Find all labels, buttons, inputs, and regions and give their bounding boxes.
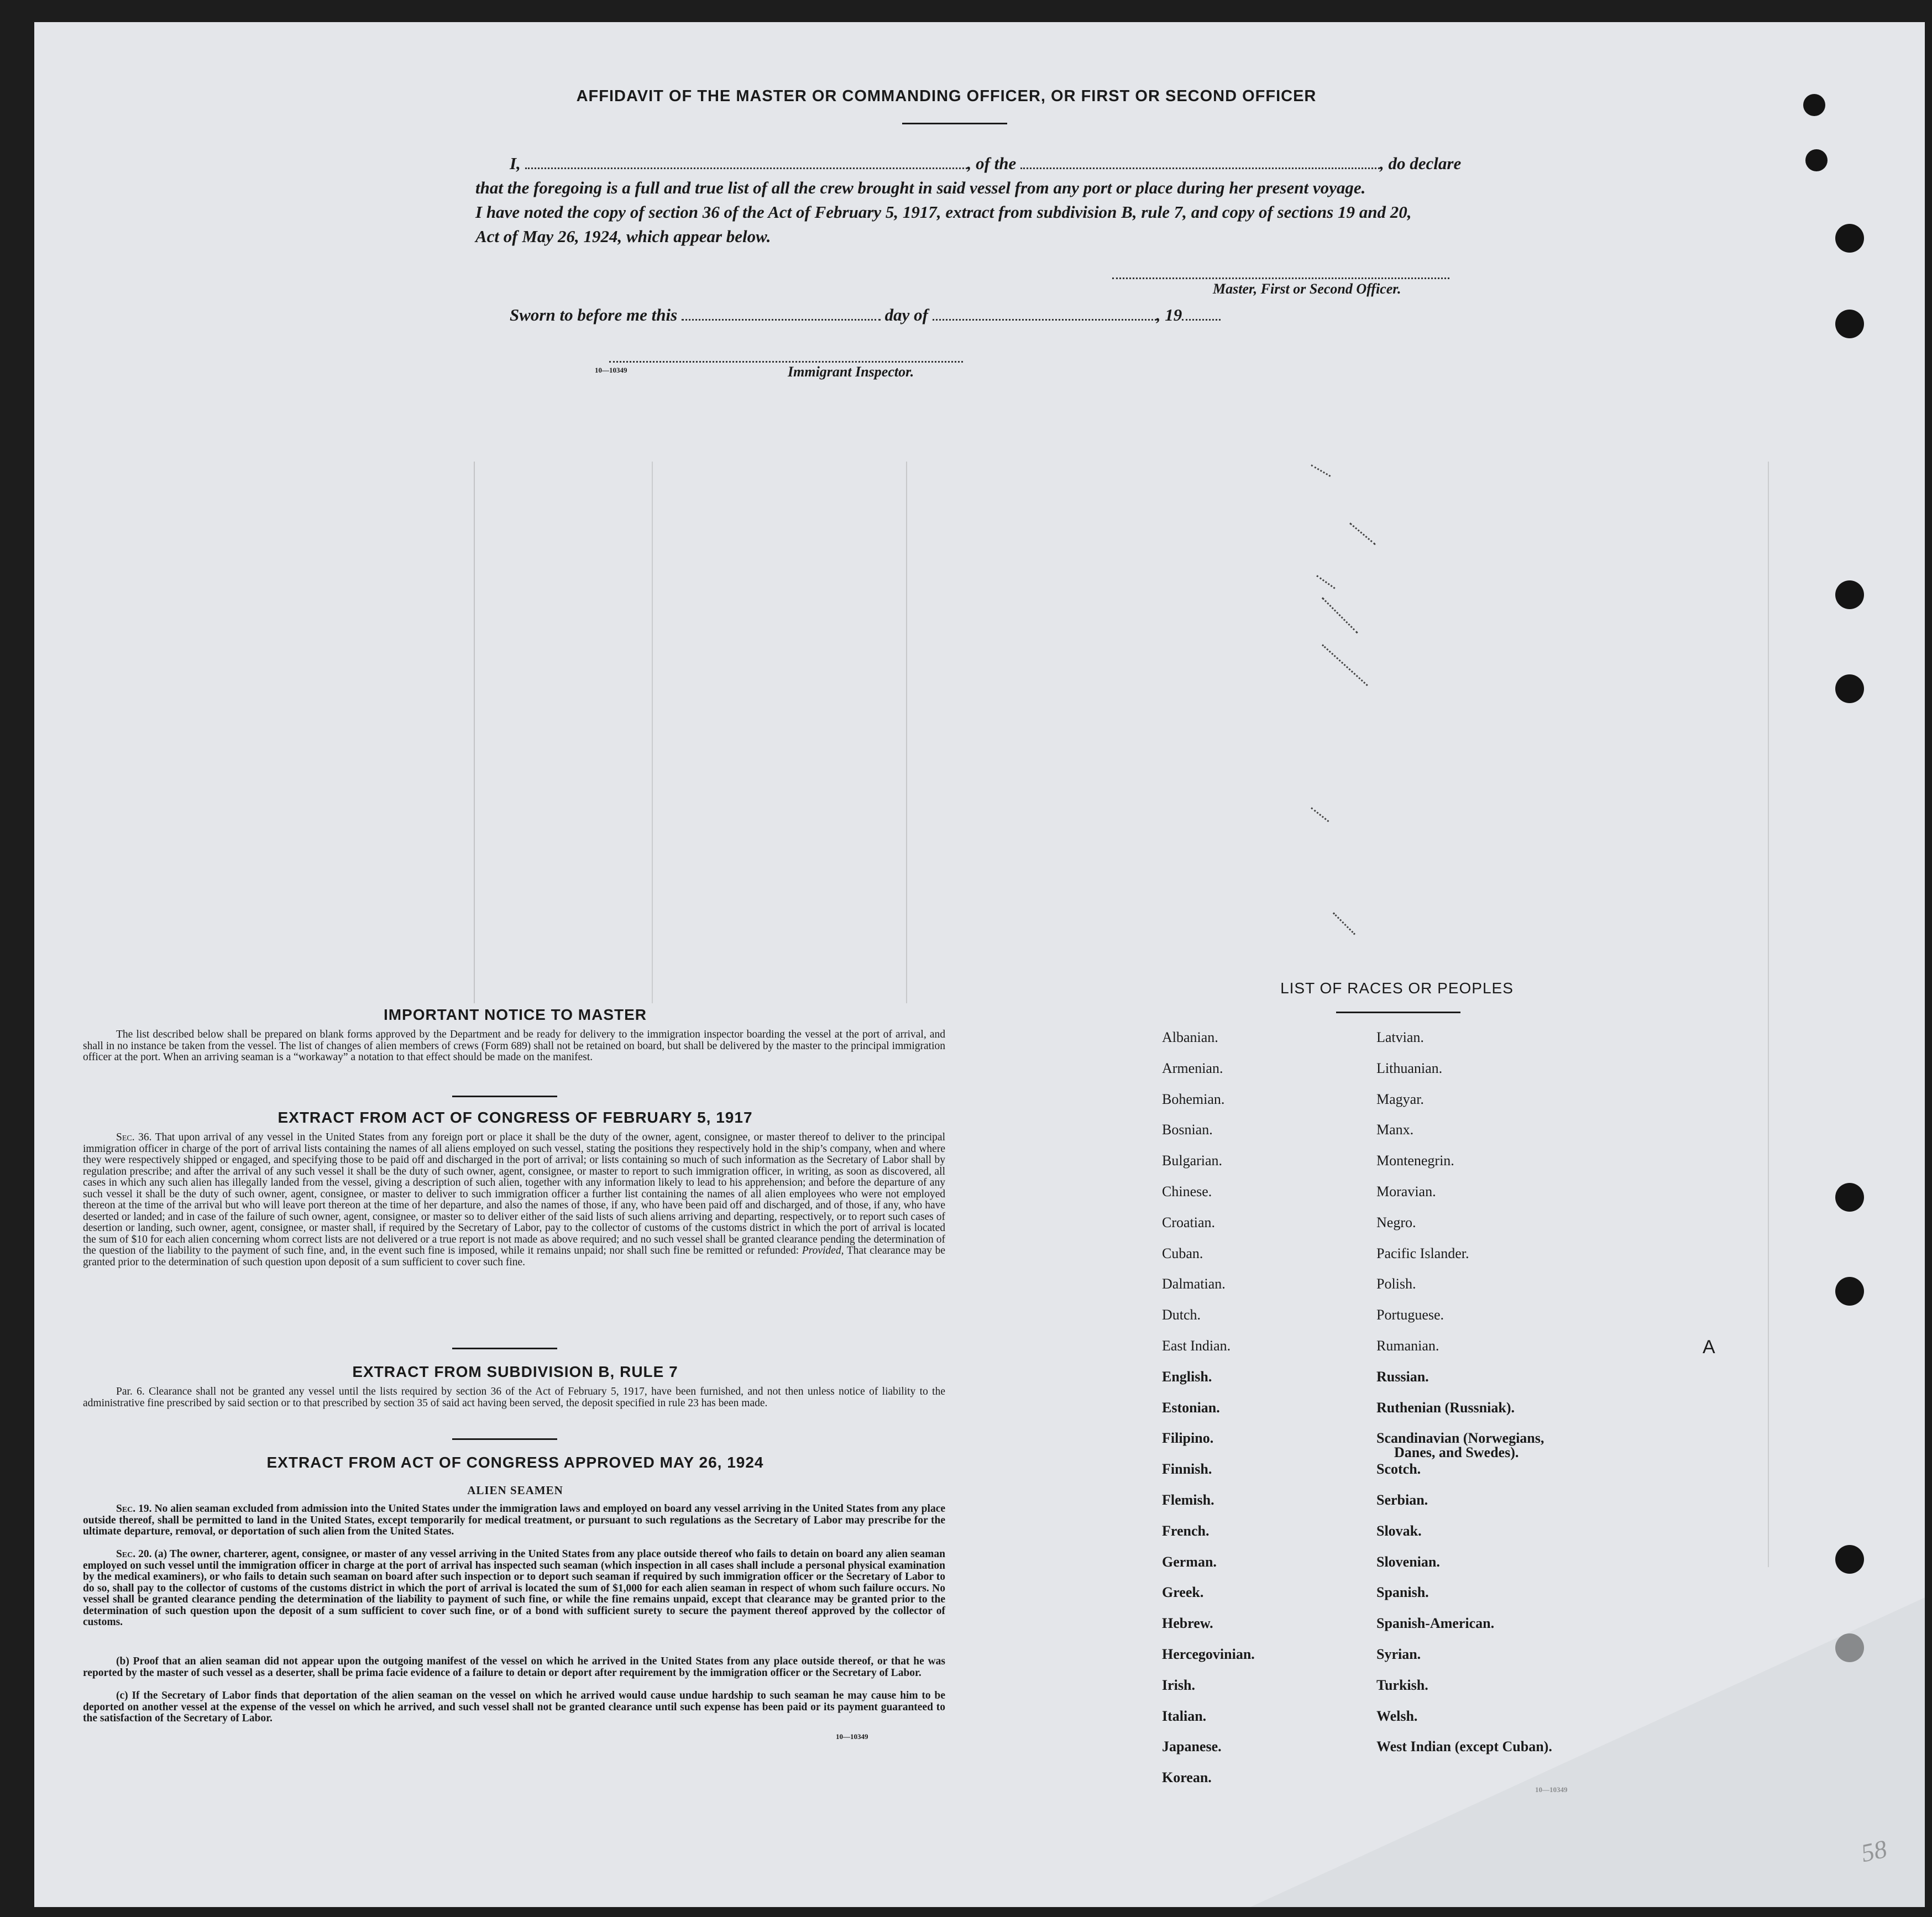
sworn-day-of: day of — [884, 305, 928, 324]
sworn-prefix: Sworn to before me this — [510, 305, 678, 324]
affidavit-title: AFFIDAVIT OF THE MASTER OR COMMANDING OFFICER, OR FIRST OR SECOND OFFICER — [576, 87, 1317, 105]
sworn-month-blank[interactable] — [933, 319, 1156, 321]
race-item: Filipino. — [1162, 1430, 1214, 1447]
race-item: Korean. — [1162, 1769, 1212, 1786]
race-item: German. — [1162, 1553, 1217, 1570]
section-rule — [452, 1438, 557, 1440]
race-item: Armenian. — [1162, 1060, 1223, 1076]
punch-hole — [1835, 580, 1864, 609]
sec-20a-text — [83, 1549, 945, 1628]
pencil-mark — [1333, 912, 1355, 935]
race-item: Dutch. — [1162, 1307, 1201, 1323]
form-number-top: 10—10349 — [595, 366, 627, 374]
column-line — [652, 462, 653, 1003]
column-line — [474, 462, 475, 1003]
race-item: Welsh. — [1376, 1708, 1418, 1724]
race-item: Turkish. — [1376, 1677, 1428, 1693]
race-item: Japanese. — [1162, 1738, 1222, 1755]
race-item: Moravian. — [1376, 1183, 1436, 1200]
signature-blank[interactable] — [1112, 277, 1449, 279]
inspector-label: Immigrant Inspector. — [788, 364, 914, 380]
fold-crease — [1250, 1598, 1925, 1907]
race-item: Flemish. — [1162, 1492, 1214, 1508]
affidavit-line-3: I have noted the copy of section 36 of the Act of February 5, 1917, extract from subdivision B, rule 7, and copy of sections 19 and 20, — [475, 202, 1412, 222]
sworn-year: , 19 — [1156, 305, 1182, 324]
race-item: Bulgarian. — [1162, 1153, 1223, 1169]
race-item: Scotch. — [1376, 1461, 1421, 1478]
extract-1924-title: EXTRACT FROM ACT OF CONGRESS APPROVED MAY 26, 1924 — [266, 1454, 764, 1471]
sec-36-label: Sec. 36. — [116, 1132, 152, 1143]
race-item: Hercegovinian. — [1162, 1646, 1255, 1662]
race-item: Croatian. — [1162, 1214, 1216, 1230]
document-page — [34, 22, 1925, 1907]
sworn-year-blank[interactable] — [1182, 319, 1221, 321]
affidavit-line-2: that the foregoing is a full and true list of all the crew brought in said vessel from any port or place during her present voyage. — [475, 178, 1366, 197]
extract-1917-title: EXTRACT FROM ACT OF CONGRESS OF FEBRUARY 5, 1917 — [278, 1109, 753, 1126]
inspector-blank[interactable] — [609, 361, 963, 363]
punch-hole — [1835, 1183, 1864, 1212]
race-item: Dalmatian. — [1162, 1276, 1226, 1292]
race-item: French. — [1162, 1522, 1210, 1539]
affidavit-line-4: Act of May 26, 1924, which appear below. — [475, 227, 771, 246]
sec-20b-text: (b) Proof that an alien seaman did not appear upon the outgoing manifest of the vessel on which he arrived in the United States from any place outside thereof, or that he was reported by the master of such vessel as a deserter, shall be prima facie evidence of a failure to detain or deport after requirement by the immigration officer or the Secretary of Labor. — [83, 1656, 945, 1679]
sec-19-body: No alien seaman excluded from admission into the United States under the immigration laws and employed on board any vessel arriving in the United States from any place outside thereof, shall be permitted to land in the United States, except temporarily for medical treatment, or pursuant to such regulations as the Secretary of Labor may prescribe for the ultimate departure, removal, or deportation of such alien from the United States. — [83, 1503, 946, 1537]
alien-seamen-subtitle: ALIEN SEAMEN — [467, 1484, 563, 1497]
affidavit-of-the: , of the — [967, 154, 1017, 173]
affidavit-i: I, — [510, 154, 521, 173]
vessel-blank[interactable] — [1020, 167, 1380, 169]
race-item: Chinese. — [1162, 1183, 1212, 1200]
race-item: Scandinavian (Norwegians, — [1376, 1430, 1544, 1447]
punch-hole — [1835, 674, 1864, 703]
extract-1917-text — [83, 1132, 945, 1268]
race-item: Polish. — [1376, 1276, 1416, 1292]
race-item: Spanish-American. — [1376, 1615, 1495, 1632]
title-rule — [902, 123, 1007, 124]
race-item: Lithuanian. — [1376, 1060, 1443, 1076]
sec-19-text — [83, 1504, 945, 1538]
race-item: Manx. — [1376, 1122, 1414, 1138]
section-rule — [452, 1348, 557, 1349]
punch-hole — [1835, 1277, 1864, 1306]
race-item: Russian. — [1376, 1368, 1429, 1385]
races-rule — [1336, 1012, 1460, 1013]
punch-hole — [1805, 149, 1828, 171]
race-item: Estonian. — [1162, 1399, 1220, 1416]
race-item: Montenegrin. — [1376, 1153, 1454, 1169]
race-item: Albanian. — [1162, 1029, 1218, 1045]
sec-36-body: That upon arrival of any vessel in the United States from any foreign port or place it shall be the duty of the owner, agent, consignee, or master thereof to deliver to the principal immigration officer in charge of the port of arrival lists containing the names of all aliens employed on such vessel, stating the positions they respectively hold in the ship’s company, when and where they were respectively shipped or engaged, and specifying those to be paid off and discharged in the port of arrival; or lists containing so much of such information as the Secretary of Labor shall by regulation prescribe; and after the arrival of any such vessel it shall be the duty of such owner, agent, consignee, or master to report to such immigration officer, in writing, as soon as discovered, all cases in which any such alien has illegally landed from the vessel, giving a description of such alien, together with any information likely to lead to his apprehension; and before the departure of any such vessel it shall be the duty of such owner, agent, consignee, or master to deliver to such immigration officer a further list containing the names of all alien employees who were not employed thereon at the time of the arrival but who will leave port thereon at the time of her departure, and also the names of those, if any, who have been paid off and discharged, and of those, if any, who have deserted or landed; and in case of the failure of such owner, agent, consignee, or master so to deliver either of the said lists of such aliens arriving and departing, respectively, or to report such cases of desertion or landing, such owner, agent, consignee, or master shall, if required by the Secretary of Labor, pay to the collector of customs of the customs district in which the port of arrival is located the sum of $10 for each alien concerning whom correct lists are not delivered or a true report is not made as above required; and no such vessel shall be granted clearance pending the determination of the question of the liability to the payment of such fine, and, in the event such fine is imposed, while it remains unpaid; nor shall such fine be remitted or refunded: — [83, 1132, 945, 1256]
affidavit-line-1 — [510, 154, 1461, 174]
section-rule — [452, 1096, 557, 1097]
column-line — [1768, 462, 1769, 1567]
form-number-left: 10—10349 — [836, 1732, 868, 1741]
sworn-date-blank[interactable] — [682, 319, 881, 321]
margin-letter-a: A — [1703, 1337, 1715, 1358]
race-item: Latvian. — [1376, 1029, 1424, 1045]
extract-rule7-title: EXTRACT FROM SUBDIVISION B, RULE 7 — [352, 1363, 678, 1380]
race-item: Bosnian. — [1162, 1122, 1213, 1138]
notice-text: The list described below shall be prepared on blank forms approved by the Department and be ready for delivery to the immigration inspector boarding the vessel at the port of arrival, and shall in no instance be taken from the vessel. The list of changes of alien members of crews (Form 689) shall not be retained on board, but shall be delivered by the master to the principal immigration officer at the port. When an arriving seaman is a “workaway” a notation to that effect should be made on the manifest. — [83, 1029, 945, 1063]
signature-label: Master, First or Second Officer. — [1213, 281, 1401, 297]
race-item: Syrian. — [1376, 1646, 1421, 1662]
punch-hole — [1835, 310, 1864, 338]
punch-hole — [1835, 1545, 1864, 1574]
sec-20-label: Sec. 20. — [116, 1548, 152, 1560]
race-item: Slovenian. — [1376, 1553, 1440, 1570]
name-blank[interactable] — [525, 167, 967, 169]
column-line — [906, 462, 907, 1003]
race-item: Greek. — [1162, 1584, 1204, 1601]
race-item: Magyar. — [1376, 1091, 1424, 1107]
race-item: East Indian. — [1162, 1338, 1231, 1354]
proviso-text: That clearance may be granted prior to the determination of such question upon deposit of a sum sufficient to cover such fine. — [83, 1245, 946, 1268]
race-item: Slovak. — [1376, 1522, 1422, 1539]
proviso-label: Provided, — [802, 1245, 844, 1256]
extract-rule7-text: Par. 6. Clearance shall not be granted any vessel until the lists required by section 36 of the Act of February 5, 1917, have been furnished, and not then unless notice of liability to the administrative fine prescribed by said section or to that prescribed by section 35 of said act having been served, the deposit specified in rule 23 has been made. — [83, 1386, 945, 1409]
pencil-mark — [1349, 522, 1376, 545]
race-item: Negro. — [1376, 1214, 1416, 1230]
sec-20a-body: (a) The owner, charterer, agent, consignee, or master of any vessel arriving in the United States from any place outside thereof who fails to detain on board any alien seaman employed on such vessel until the immigration officer in charge at the port of arrival has inspected such seaman (which inspection in all cases shall include a personal physical examination by the medical examiners), or who fails to detain such seaman on board after such inspection or to deport such seaman if required by such immigration officer or the Secretary of Labor to do so, shall pay to the collector of customs of the customs district in which the port of arrival is located the sum of $1,000 for each alien seaman in respect of whom such failure occurs. No vessel shall be granted clearance pending the determination of the liability to payment of such fine, or while the fine remains unpaid, except that clearance may be granted prior to the determination of such question upon the deposit of a sum sufficient to cover such fine, or of a bond with sufficient surety to secure the payment thereof approved by the collector of customs. — [83, 1548, 946, 1628]
race-item: Hebrew. — [1162, 1615, 1213, 1632]
sec-20c-text: (c) If the Secretary of Labor finds that deportation of the alien seaman on the vessel on which he arrived would cause undue hardship to such seaman he may cause him to be deported on another vessel at the expense of the vessel on which he arrived, and such vessel shall not be granted clearance until such expense has been paid or its payment guaranteed to the satisfaction of the Secretary of Labor. — [83, 1690, 945, 1724]
race-item: Cuban. — [1162, 1245, 1203, 1261]
notice-title: IMPORTANT NOTICE TO MASTER — [383, 1006, 647, 1023]
pencil-mark — [1311, 464, 1331, 477]
race-item: Italian. — [1162, 1708, 1207, 1724]
race-item: Serbian. — [1376, 1492, 1428, 1508]
pencil-mark — [1316, 575, 1335, 589]
race-item: Irish. — [1162, 1677, 1195, 1693]
races-title: LIST OF RACES OR PEOPLES — [1280, 980, 1514, 997]
race-item: West Indian (except Cuban). — [1376, 1738, 1552, 1755]
sworn-line — [510, 305, 1221, 325]
affidavit-declare: , do declare — [1380, 154, 1462, 173]
race-item: Finnish. — [1162, 1461, 1212, 1478]
pencil-mark — [1311, 807, 1329, 822]
punch-hole — [1803, 94, 1825, 116]
race-item: Bohemian. — [1162, 1091, 1225, 1107]
race-item: Rumanian. — [1376, 1338, 1439, 1354]
race-item: Portuguese. — [1376, 1307, 1444, 1323]
sec-19-label: Sec. 19. — [116, 1503, 152, 1515]
punch-hole — [1835, 224, 1864, 253]
race-item: English. — [1162, 1368, 1212, 1385]
race-item: Pacific Islander. — [1376, 1245, 1469, 1261]
pencil-mark — [1322, 597, 1358, 633]
race-item: Spanish. — [1376, 1584, 1429, 1601]
race-item: Danes, and Swedes). — [1394, 1444, 1519, 1461]
pencil-mark — [1322, 644, 1368, 686]
race-item: Ruthenian (Russniak). — [1376, 1399, 1515, 1416]
